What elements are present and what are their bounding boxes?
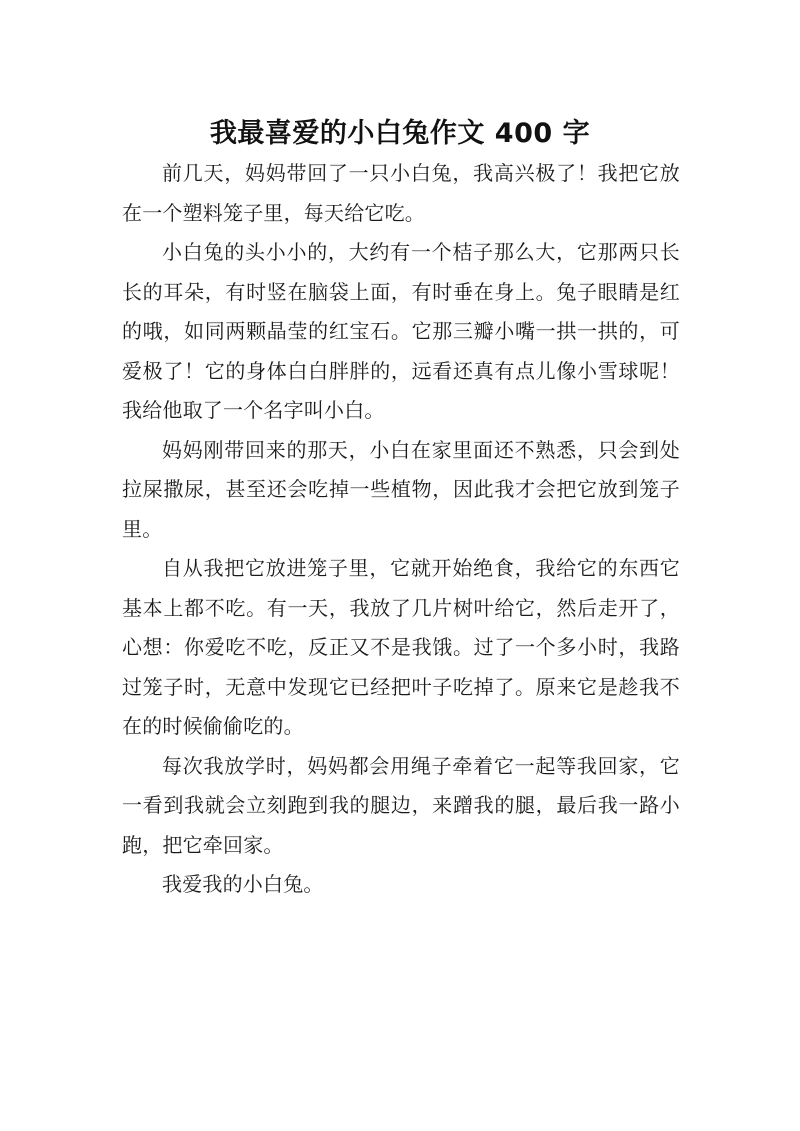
paragraph-1: 前几天，妈妈带回了一只小白兔，我高兴极了！我把它放在一个塑料笼子里，每天给它吃。 [122, 161, 680, 225]
paragraph-2: 小白兔的头小小的，大约有一个桔子那么大，它那两只长长的耳朵，有时竖在脑袋上面，有时垂在身上。兔子眼睛是红的哦，如同两颗晶莹的红宝石。它那三瓣小嘴一拱一拱的，可爱极了！它的身体白白胖胖的，远看还真有点儿像小雪球呢！我给他取了一个名字叫小白。 [122, 240, 680, 422]
paragraph-6: 我爱我的小白兔。 [162, 872, 324, 896]
document-title: 我最喜爱的小白兔作文 400 字 [209, 118, 591, 150]
paragraph-4: 自从我把它放进笼子里，它就开始绝食，我给它的东西它基本上都不吃。有一天，我放了几片树叶给它，然后走开了，心想：你爱吃不吃，反正又不是我饿。过了一个多小时，我路过笼子时，无意中发现它已经把叶子吃掉了。原来它是趁我不在的时候偷偷吃的。 [122, 556, 680, 738]
paragraph-3: 妈妈刚带回来的那天，小白在家里面还不熟悉，只会到处拉屎撒尿，甚至还会吃掉一些植物，因此我才会把它放到笼子里。 [122, 437, 680, 541]
paragraph-5: 每次我放学时，妈妈都会用绳子牵着它一起等我回家，它一看到我就会立刻跑到我的腿边，来蹭我的腿，最后我一路小跑，把它牵回家。 [122, 753, 680, 857]
document-body [122, 154, 680, 905]
